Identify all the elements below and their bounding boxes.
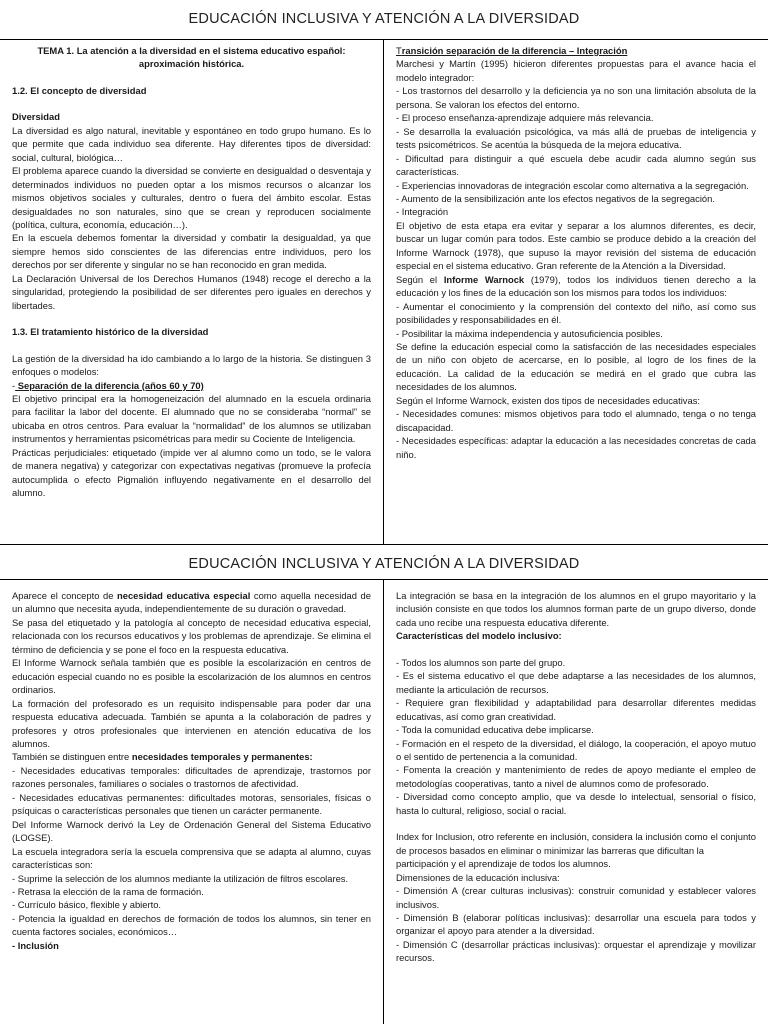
- paragraph: Según el Informe Warnock (1979), todos los individuos tienen derecho a la educación y los fines de la educación son los mismos para todos los individuos:: [396, 273, 756, 299]
- list-item: - Requiere gran flexibilidad y adaptabilidad para desarrollar diferentes medidas educativas, así como gran creatividad.: [396, 697, 756, 722]
- paragraph: También se distinguen entre necesidades temporales y permanentes:: [12, 751, 313, 763]
- list-item: - Retrasa la elección de la rama de formación.: [12, 885, 204, 897]
- paragraph: La integración se basa en la integración de los alumnos en el grupo mayoritario y la inclusión consiste en que todos los alumnos forman parte de un grupo diverso, donde cada uno recibe una respuesta educativa diferente.: [396, 590, 756, 628]
- list-item: - El proceso enseñanza-aprendizaje adquiere más relevancia.: [396, 112, 654, 124]
- list-item: - Aumentar el conocimiento y la comprensión del contexto del niño, así como sus posibilidades y responsabilidades en él.: [396, 300, 756, 326]
- list-item: - Dimensión C (desarrollar prácticas inclusivas): orquestar el aprendizaje y movilizar recursos.: [396, 938, 756, 964]
- list-item: - Es el sistema educativo el que debe adaptarse a las necesidades de los alumnos, mediante la articulación de recursos.: [396, 670, 756, 695]
- list-item: - Currículo básico, flexible y abierto.: [12, 899, 162, 911]
- list-item: - Necesidades específicas: adaptar la educación a las necesidades concretas de cada niño.: [396, 435, 756, 460]
- list-item: - Integración: [396, 206, 449, 218]
- list-item: - Aumento de la sensibilización ante los efectos negativos de la segregación.: [396, 192, 715, 204]
- sheet-1-body: [0, 40, 768, 545]
- sheet-1-right-column: [384, 40, 768, 544]
- sheet-1-left-column: TEMA 1. La atención a la diversidad en el sistema educativo español: aproximación histórica. 1.2. El concepto de diversidad Diversidad La diversidad es algo natural, inevitable y espontáneo en todo grupo humano. Es lo que permite que cada individuo sea diferente. Hay diferentes tipos de diversidad: social, cultural, biológica… El problema aparece cuando la diversidad se convierte en desigualdad o desventaja y determinados individuos no pueden optar a los mismos recursos o alcanzar los mismos objetivos sociales y culturales, dentro o fuera del ámbito escolar. Estas desigualdades no son naturales, sino que se crean y reproducen socialmente (política, cultura, economía, educación…). En la escuela debemos fomentar la diversidad y combatir la desigualdad, ya que siempre hemos sido conscientes de las diferencias entre individuos, pero los derechos por ser diferente y singular no se han reconocido en gran medida. La Declaración Universal de los Derechos Humanos (1948) recoge el derecho a la singularidad, protegiendo la posibilidad de ser diferentes pero iguales en derechos y libertades. 1.3. El tratamiento histórico de la diversidad La gestión de la diversidad ha ido cambiando a lo largo de la historia. Se distinguen 3 enfoques o modelos: - Separación de la diferencia (años 60 y 70) El objetivo principal era la homogeneización del alumnado en la escuela ordinaria para facilitar la labor del docente. El alumnado que no se consideraba “normal” se ubicaba en otros centros. Para evaluar la “normalidad” de los alumnos se utilizaban instrumentos y herramientas psicométricas para medir su Cociente de Inteligencia. Prácticas perjudiciales: etiquetado (impide ver al alumno como un todo, se le valora de manera negativa) y categorizar con expectativas negativas (promueve la profecía autocumplida o efecto Pigmalión influyendo negativamente en el desarrollo del alumno.: [0, 40, 384, 544]
- list-item: - Suprime la selección de los alumnos mediante la utilización de filtros escolares.: [12, 872, 349, 884]
- list-item: - Se desarrolla la evaluación psicológica, va más allá de pruebas de inteligencia y tests psicométricos. Se acentúa la búsqueda de la mejora educativa.: [396, 125, 756, 151]
- sheet-1-header: [0, 0, 768, 40]
- paragraph: Marchesi y Martín (1995) hicieron diferentes propuestas para el avance hacia el modelo integrador:: [396, 58, 756, 83]
- list-item: - Necesidades comunes: mismos objetivos para todo el alumnado, tenga o no tenga discapacidad.: [396, 408, 756, 433]
- paragraph: El objetivo de esta etapa era evitar y separar a los alumnos diferentes, es decir, buscar un lugar común para todos. Este cambio se produce debido a la creación del Informe Warnock (1978), que supuso la mayor revisión del sistema de educación especial en el sistema educativo. Gran referente de la Atención a la Diversidad.: [396, 219, 756, 272]
- sheet-2-right-column: [384, 580, 768, 1024]
- sheet-2-body: [0, 580, 768, 1024]
- sheet-2-left-column: [0, 580, 384, 1024]
- paragraph: Según el Informe Warnock, existen dos tipos de necesidades educativas:: [396, 394, 700, 406]
- list-item: - Necesidades educativas permanentes: dificultades motoras, sensoriales, físicas o psíquicas o características personales que tienen un carácter permanente.: [12, 791, 371, 817]
- paragraph: El Informe Warnock señala también que es posible la escolarización en centros de educación especial cuando no es posible la escolarización de los alumnos en centros ordinarios.: [12, 657, 371, 696]
- paragraph: Dimensiones de la educación inclusiva:: [396, 871, 560, 883]
- paragraph: Index for Inclusion, otro referente en inclusión, considera la inclusión como el conjunto de procesos basados en eliminar o minimizar las barreras que dificultan la: [396, 831, 756, 856]
- model-heading-separacion: - Separación de la diferencia (años 60 y 70): [12, 379, 204, 391]
- list-item: - Dimensión B (elaborar políticas inclusivas): desarrollar una escuela para todos y organizar el apoyo para atender a la diversidad.: [396, 911, 756, 937]
- paragraph: participación y el aprendizaje de todos los alumnos.: [396, 858, 611, 870]
- model-heading-transicion: Transición separación de la diferencia – Integración: [396, 45, 628, 56]
- paragraph: Se define la educación especial como la satisfacción de las necesidades especiales de un niño con objeto de acercarse, en lo posible, al logro de los fines de la educación. La calidad de la educación se medirá en el grado que cubra las necesidades de los alumnos.: [396, 340, 756, 393]
- list-item: - Los trastornos del desarrollo y la deficiencia ya no son una limitación absoluta de la persona. Se valoran los efectos del entorno.: [396, 85, 756, 110]
- paragraph: Aparece el concepto de necesidad educativa especial como aquella necesidad de un alumno que necesita ayuda, independientemente de su duración o gravedad.: [12, 590, 371, 615]
- model-heading-inclusion: - Inclusión: [12, 939, 59, 951]
- section-heading-1-2: 1.2. El concepto de diversidad: [12, 84, 147, 96]
- subheading-diversidad: Diversidad: [12, 111, 60, 123]
- list-item: - Todos los alumnos son parte del grupo.: [396, 656, 566, 668]
- sheet-2-title: EDUCACIÓN INCLUSIVA Y ATENCIÓN A LA DIVERSIDAD: [0, 545, 768, 580]
- paragraph: La gestión de la diversidad ha ido cambiando a lo largo de la historia. Se distinguen 3 enfoques o modelos:: [12, 352, 371, 378]
- section-heading-1-3: 1.3. El tratamiento histórico de la diversidad: [12, 326, 209, 338]
- list-item: - Fomenta la creación y mantenimiento de redes de apoyo mediante el empleo de metodologías cooperativas, tanto a nivel de alumnos como de profesorado.: [396, 764, 756, 789]
- paragraph: La formación del profesorado es un requisito indispensable para poder dar una respuesta educativa adecuada. También se apunta a la colaboración de padres y profesores y otros profesionales que intervienen en atención educativa de los alumnos.: [12, 697, 371, 749]
- sheet-2-header: [0, 545, 768, 580]
- list-item: - Dificultad para distinguir a qué escuela debe acudir cada alumno según sus características.: [396, 152, 756, 178]
- sheet-1-title: EDUCACIÓN INCLUSIVA Y ATENCIÓN A LA DIVERSIDAD: [0, 0, 768, 40]
- list-item: - Diversidad como concepto amplio, que va desde lo intelectual, sensorial o físico, hasta lo cultural, religioso, social o racial.: [396, 791, 756, 816]
- subheading-caracteristicas: Características del modelo inclusivo:: [396, 630, 562, 642]
- paragraph: La escuela integradora sería la escuela comprensiva que se adapta al alumno, cuyas características son:: [12, 845, 371, 871]
- paragraph: En la escuela debemos fomentar la diversidad y combatir la desigualdad, ya que siempre hemos sido conscientes de las diferencias entre individuos, pero los derechos por ser diferente y singular no se han reconocido en gran medida.: [12, 232, 371, 271]
- paragraph: Del Informe Warnock derivó la Ley de Ordenación General del Sistema Educativo (LOGSE).: [12, 818, 371, 844]
- paragraph: La diversidad es algo natural, inevitable y espontáneo en todo grupo humano. Es lo que permite que cada individuo sea diferente. Hay diferentes tipos de diversidad: social, cultural, biológica…: [12, 124, 371, 163]
- paragraph: La Declaración Universal de los Derechos Humanos (1948) recoge el derecho a la singularidad, protegiendo la posibilidad de ser diferentes pero iguales en derechos y libertades.: [12, 272, 371, 311]
- topic-title: TEMA 1. La atención a la diversidad en el sistema educativo español:: [37, 45, 346, 56]
- list-item: - Necesidades educativas temporales: dificultades de aprendizaje, trastornos por razones personales, familiares o sociales o trastornos de afectividad.: [12, 764, 371, 790]
- paragraph: Prácticas perjudiciales: etiquetado (impide ver al alumno como un todo, se le valora de manera negativa) y categorizar con expectativas negativas (promueve la profecía autocumplida o efecto Pigmalión influyendo negativamente en el desarrollo del alumno.: [12, 446, 371, 499]
- list-item: - Toda la comunidad educativa debe implicarse.: [396, 724, 594, 736]
- list-item: - Formación en el respeto de la diversidad, el diálogo, la cooperación, el apoyo mutuo o el sentido de pertenencia a la comunidad.: [396, 737, 756, 762]
- list-item: - Dimensión A (crear culturas inclusivas): construir comunidad y establecer valores inclusivos.: [396, 885, 756, 910]
- paragraph: El objetivo principal era la homogeneización del alumnado en la escuela ordinaria para facilitar la labor del docente. El alumnado que no se consideraba “normal” se ubicaba en otros centros. Para evaluar la “normalidad” de los alumnos se utilizaban instrumentos y herramientas psicométricas para medir su Cociente de Inteligencia.: [12, 392, 371, 445]
- list-item: - Experiencias innovadoras de integración escolar como alternativa a la segregación.: [396, 179, 749, 191]
- paragraph: Se pasa del etiquetado y la patología al concepto de necesidad educativa especial, relacionada con los recursos educativos y los problemas de aprendizaje. Se elimina el término de deficiencia y se pone el foco en la respuesta educativa.: [12, 616, 371, 655]
- paragraph: El problema aparece cuando la diversidad se convierte en desigualdad o desventaja y determinados individuos no pueden optar a los mismos recursos o alcanzar los mismos objetivos sociales y culturales, dentro o fuera del ámbito escolar. Estas desigualdades no son naturales, sino que se crean y reproducen socialmente (política, cultura, economía, educación…).: [12, 165, 371, 230]
- list-item: - Potencia la igualdad en derechos de formación de todos los alumnos, sin tener en cuenta factores sociales, económicos…: [12, 912, 371, 938]
- list-item: - Posibilitar la máxima independencia y autosuficiencia posibles.: [396, 327, 663, 339]
